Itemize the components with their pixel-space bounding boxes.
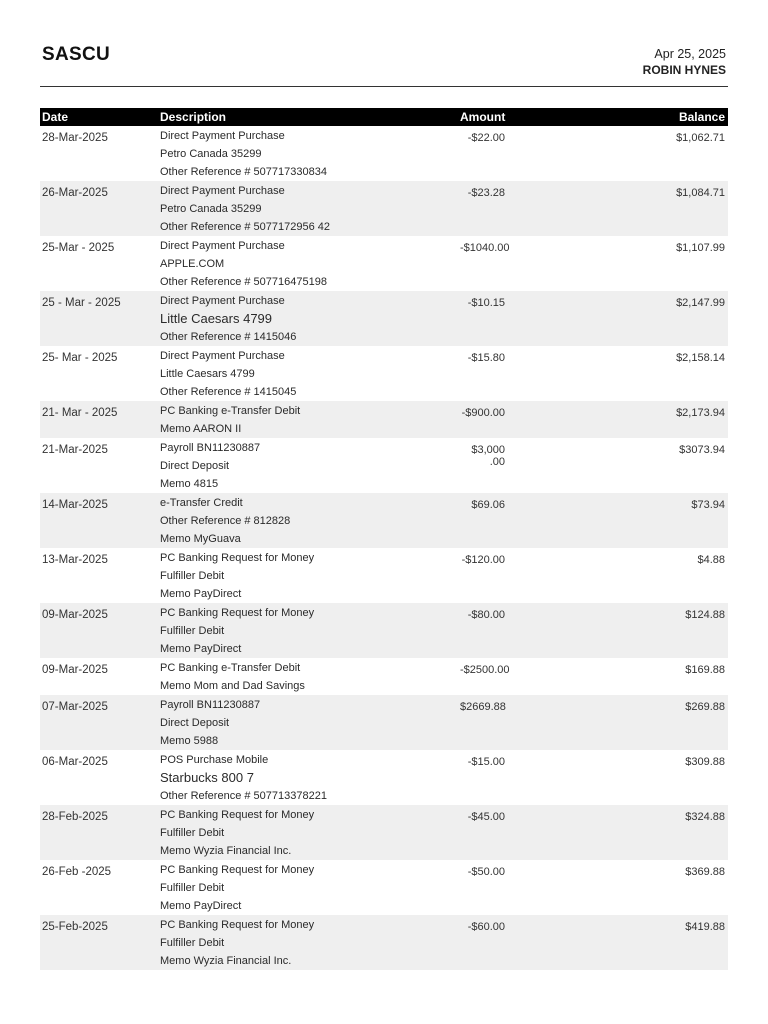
transaction-amount: -$23.28 [467,187,505,199]
transaction-description [160,346,460,401]
transaction-balance: $2,147.99 [676,297,725,309]
table-row [40,181,728,236]
transaction-date: 21-Mar-2025 [42,444,108,456]
description-line: Little Caesars 4799 [160,311,273,326]
transaction-balance: $1,107.99 [676,242,725,254]
transaction-date: 28-Mar-2025 [42,132,108,144]
description-line: PC Banking Request for Money [160,864,315,876]
description-line: Memo 5988 [160,735,219,747]
transaction-date: 25- Mar - 2025 [42,352,118,364]
transaction-date: 25-Feb-2025 [42,921,108,933]
description-line: APPLE.COM [160,258,225,270]
transaction-description [160,695,460,750]
description-line: Direct Deposit [160,717,230,729]
table-row [40,236,728,291]
description-line: Fulfiller Debit [160,625,225,637]
transaction-balance: $324.88 [685,811,725,823]
description-line: Fulfiller Debit [160,570,225,582]
transaction-date: 06-Mar-2025 [42,756,108,768]
description-line: Petro Canada 35299 [160,148,262,160]
transaction-amount: -$15.80 [467,352,505,364]
description-line: Memo 4815 [160,478,219,490]
table-row [40,126,728,181]
transaction-date: 13-Mar-2025 [42,554,108,566]
transaction-date: 14-Mar-2025 [42,499,108,511]
table-body [40,126,728,970]
description-line: Memo PayDirect [160,643,242,655]
header-divider [40,86,728,87]
description-line: Other Reference # 1415046 [160,331,297,343]
description-line: POS Purchase Mobile [160,754,269,766]
transaction-amount: $69.06 [471,499,505,511]
transaction-description [160,493,460,548]
table-row [40,695,728,750]
table-row [40,805,728,860]
description-line: e-Transfer Credit [160,497,243,509]
transaction-balance: $309.88 [685,756,725,768]
transaction-date: 26-Mar-2025 [42,187,108,199]
column-header-balance: Balance [678,110,725,124]
description-line: Little Caesars 4799 [160,368,255,380]
description-line: Direct Payment Purchase [160,240,285,252]
description-line: Memo Mom and Dad Savings [160,680,305,692]
description-line: Fulfiller Debit [160,937,225,949]
transaction-amount: -$80.00 [467,609,505,621]
transaction-date: 21- Mar - 2025 [42,407,118,419]
transaction-description [160,750,460,805]
transaction-balance: $1,084.71 [676,187,725,199]
transaction-date: 09-Mar-2025 [42,664,108,676]
description-line: Other Reference # 507717330834 [160,166,327,178]
transaction-amount: $2669.88 [460,701,506,713]
column-header-date: Date [42,110,69,124]
description-line: Direct Payment Purchase [160,185,285,197]
table-row [40,548,728,603]
description-line: Direct Payment Purchase [160,295,285,307]
transaction-description [160,915,460,970]
transaction-balance: $419.88 [685,921,725,933]
description-line: PC Banking Request for Money [160,607,315,619]
table-row [40,915,728,970]
transaction-description [160,603,460,658]
description-line: Direct Payment Purchase [160,130,285,142]
description-line: Fulfiller Debit [160,882,225,894]
transaction-description [160,181,460,236]
description-line: Payroll BN11230887 [160,699,261,711]
table-row [40,291,728,346]
transaction-date: 09-Mar-2025 [42,609,108,621]
transaction-amount: -$15.00 [467,756,505,768]
table-row [40,750,728,805]
description-line: Fulfiller Debit [160,827,225,839]
description-line: PC Banking Request for Money [160,809,315,821]
description-line: Direct Payment Purchase [160,350,285,362]
transaction-date: 25 - Mar - 2025 [42,297,121,309]
table-row [40,438,728,493]
description-line: Petro Canada 35299 [160,203,262,215]
transaction-balance: $2,158.14 [676,352,725,364]
column-header-description: Description [160,110,227,124]
table-row [40,658,728,695]
transaction-balance: $3073.94 [679,444,725,456]
transaction-date: 25-Mar - 2025 [42,242,115,254]
bank-name: SASCU [42,44,111,65]
table-row [40,493,728,548]
transaction-balance: $1,062.71 [676,132,725,144]
description-line: Direct Deposit [160,460,230,472]
description-line: Other Reference # 5077172956 42 [160,221,331,233]
transaction-description [160,805,460,860]
description-line: Memo MyGuava [160,533,241,545]
description-line: Memo AARON II [160,423,242,435]
transaction-amount: -$2500.00 [460,664,510,676]
transaction-description [160,438,460,493]
table-row [40,603,728,658]
description-line: Payroll BN11230887 [160,442,261,454]
transaction-description [160,236,460,291]
transaction-balance: $269.88 [685,701,725,713]
transaction-description [160,401,460,438]
account-holder: ROBIN HYNES [642,63,726,77]
description-line: Memo Wyzia Financial Inc. [160,845,292,857]
description-line: Starbucks 800 7 [160,770,254,785]
transaction-amount: -$22.00 [467,132,505,144]
description-line: PC Banking Request for Money [160,919,315,931]
transaction-amount: -$120.00 [461,554,505,566]
description-line: Other Reference # 507713378221 [160,790,327,802]
transaction-balance: $4.88 [697,554,725,566]
transaction-date: 07-Mar-2025 [42,701,108,713]
transaction-amount: -$10.15 [467,297,505,309]
transaction-amount: -$50.00 [467,866,505,878]
statement-header-info [643,46,726,78]
description-line: PC Banking e-Transfer Debit [160,662,301,674]
transaction-description [160,860,460,915]
transaction-balance: $2,173.94 [676,407,725,419]
transaction-balance: $124.88 [685,609,725,621]
transaction-description [160,291,460,346]
transaction-description [160,548,460,603]
description-line: Other Reference # 1415045 [160,386,297,398]
transaction-date: 26-Feb -2025 [42,866,112,878]
description-line: PC Banking Request for Money [160,552,315,564]
statement-date: Apr 25, 2025 [654,47,726,61]
description-line: Memo Wyzia Financial Inc. [160,955,292,967]
table-header [40,108,728,126]
description-line: Other Reference # 812828 [160,515,291,527]
table-row [40,401,728,438]
transaction-description [160,658,460,695]
transaction-amount: -$60.00 [467,921,505,933]
description-line: Memo PayDirect [160,900,242,912]
transaction-amount: $3,000 .00 [471,444,505,468]
transaction-amount: -$1040.00 [460,242,510,254]
transaction-balance: $169.88 [685,664,725,676]
transaction-description [160,126,460,181]
column-header-amount: Amount [460,110,506,124]
description-line: PC Banking e-Transfer Debit [160,405,301,417]
transaction-amount: -$900.00 [461,407,505,419]
transaction-balance: $369.88 [685,866,725,878]
description-line: Memo PayDirect [160,588,242,600]
table-row [40,346,728,401]
transaction-amount: -$45.00 [467,811,505,823]
transaction-balance: $73.94 [691,499,725,511]
transaction-date: 28-Feb-2025 [42,811,108,823]
transaction-table [40,108,728,970]
description-line: Other Reference # 507716475198 [160,276,327,288]
table-row [40,860,728,915]
